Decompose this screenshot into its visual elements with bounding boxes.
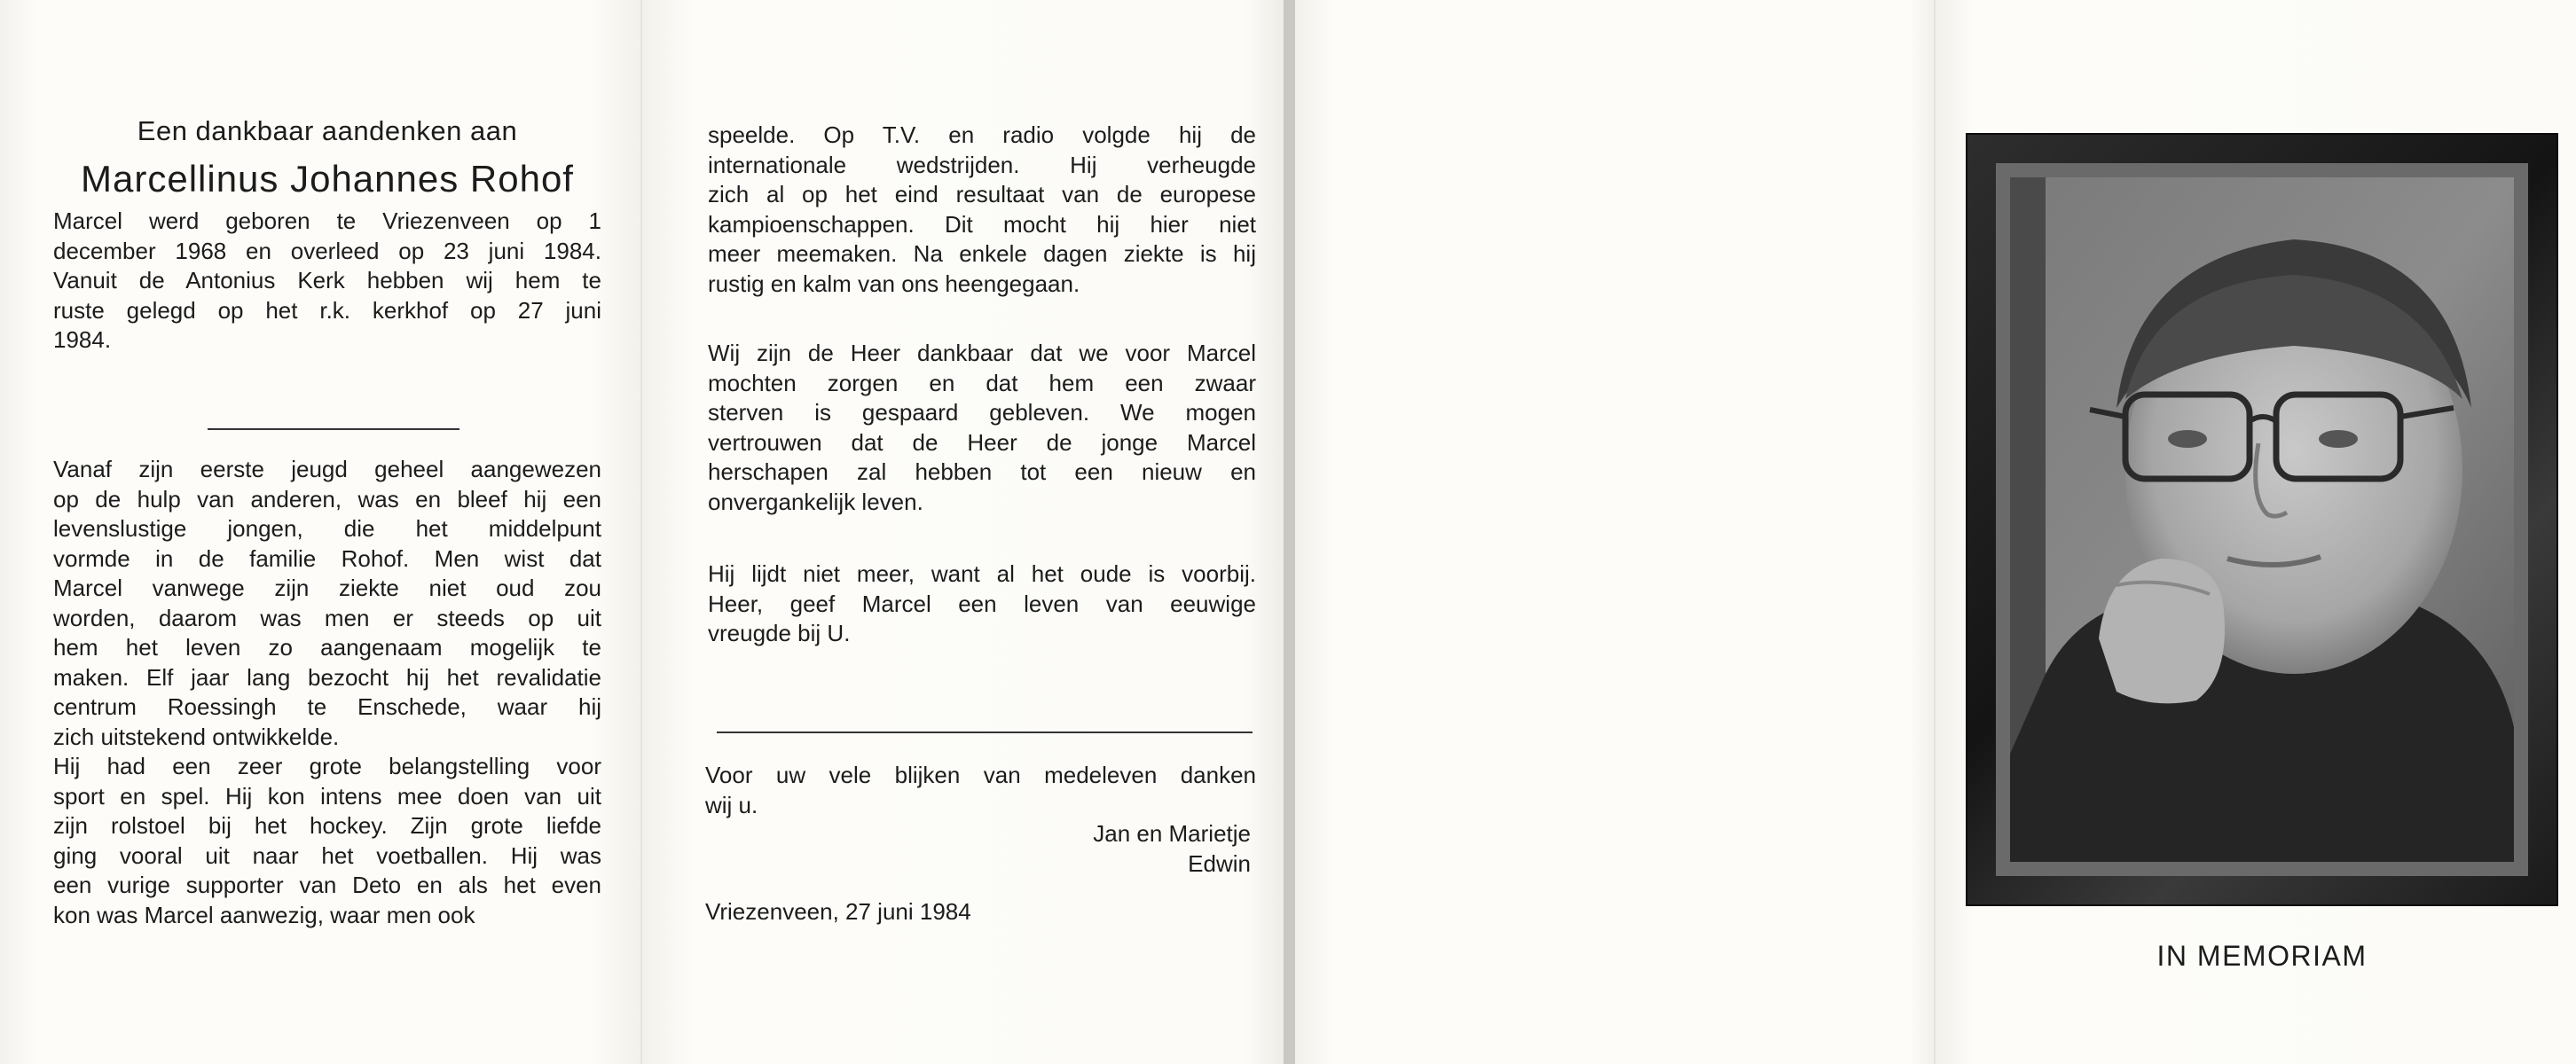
text-line: Hij lijdt niet meer, want al het oude is voorbij.	[708, 560, 1256, 587]
text-line: centrum Roessingh te Enschede, waar hij	[53, 693, 601, 720]
text-line: internationale wedstrijden. Hij verheugde	[708, 151, 1256, 178]
sheet-gap	[1284, 0, 1295, 1064]
text-line: Vanuit de Antonius Kerk hebben wij hem te	[53, 267, 601, 293]
thanks-paragraph	[705, 761, 1256, 820]
separator-rule-right	[717, 732, 1253, 733]
continuation-paragraph	[708, 121, 1256, 299]
text-line: vreugde bij U.	[708, 620, 851, 646]
text-line: ruste gelegd op het r.k. kerkhof op 27 juni	[53, 296, 601, 324]
in-memoriam-caption: IN MEMORIAM	[2156, 940, 2368, 972]
text-line: Edwin	[1188, 849, 1251, 877]
text-line: sport en spel. Hij kon intens mee doen van uit	[53, 782, 601, 810]
place-date: Vriezenveen, 27 juni 1984	[705, 898, 971, 925]
text-line: mochten zorgen en dat hem een zwaar	[708, 369, 1256, 396]
prayer-paragraph	[708, 339, 1256, 517]
text-line: ging vooral uit naar het voetballen. Hij was	[53, 841, 601, 869]
text-line: worden, daarom was men er steeds op uit	[53, 604, 601, 631]
text-line: Heer, geef Marcel een leven van eeuwige	[708, 590, 1256, 617]
text-line: vertrouwen dat de Heer de jonge Marcel	[708, 428, 1256, 456]
text-line: kampioenschappen. Dit mocht hij hier niet	[708, 210, 1256, 238]
text-line: levenslustige jongen, die het middelpunt	[53, 515, 601, 542]
text-line: Voor uw vele blijken van medeleven danken	[705, 762, 1256, 788]
text-line: wij u.	[705, 791, 758, 818]
memorial-heading: Een dankbaar aandenken aan	[137, 115, 518, 146]
fold-line-right	[1934, 0, 1936, 1064]
text-line: december 1968 en overleed op 23 juni 1984.	[53, 237, 601, 264]
text-line: rustig en kalm van ons heengegaan.	[708, 270, 1080, 297]
deceased-name: Marcellinus Johannes Rohof	[81, 158, 574, 200]
text-line: Marcel vanwege zijn ziekte niet oud zou	[53, 575, 601, 601]
text-line: sterven is gespaard gebleven. We mogen	[708, 399, 1256, 426]
text-line: een vurige supporter van Deto en als het even	[53, 872, 601, 898]
text-line: maken. Elf jaar lang bezocht hij het revalidatie	[53, 663, 601, 691]
closing-paragraph	[708, 559, 1256, 649]
text-line: zich al op het eind resultaat van de europese	[708, 181, 1256, 207]
text-line: herschapen zal hebben tot een nieuw en	[708, 458, 1256, 485]
text-line: zijn rolstoel bij het hockey. Zijn grote liefde	[53, 812, 601, 839]
text-line: hem het leven zo aangenaam mogelijk te	[53, 634, 601, 661]
signature-block	[931, 819, 1251, 879]
text-line: op de hulp van anderen, was en bleef hij een	[53, 485, 601, 512]
biography-paragraph	[53, 455, 601, 930]
text-line: Hij had een zeer grote belangstelling voor	[53, 753, 601, 779]
text-line: 1984.	[53, 326, 112, 353]
text-line: zich uitstekend ontwikkelde.	[53, 723, 340, 750]
separator-rule-left	[208, 428, 459, 430]
text-line: vormde in de familie Rohof. Men wist dat	[53, 544, 601, 572]
text-line: Jan en Marietje	[1093, 820, 1251, 847]
text-line: Vanaf zijn eerste jeugd geheel aangewezen	[53, 456, 601, 482]
text-line: Marcel werd geboren te Vriezenveen op 1	[53, 207, 601, 234]
portrait-photo	[2010, 177, 2514, 862]
text-line: onvergankelijk leven.	[708, 488, 923, 515]
fold-line-left	[640, 0, 642, 1064]
text-line: speelde. Op T.V. en radio volgde hij de	[708, 121, 1256, 148]
text-line: meer meemaken. Na enkele dagen ziekte is hij	[708, 240, 1256, 267]
text-line: kon was Marcel aanwezig, waar men ook	[53, 901, 475, 928]
portrait-frame	[1966, 133, 2558, 906]
intro-paragraph	[53, 207, 601, 356]
text-line: Wij zijn de Heer dankbaar dat we voor Marcel	[708, 340, 1256, 366]
